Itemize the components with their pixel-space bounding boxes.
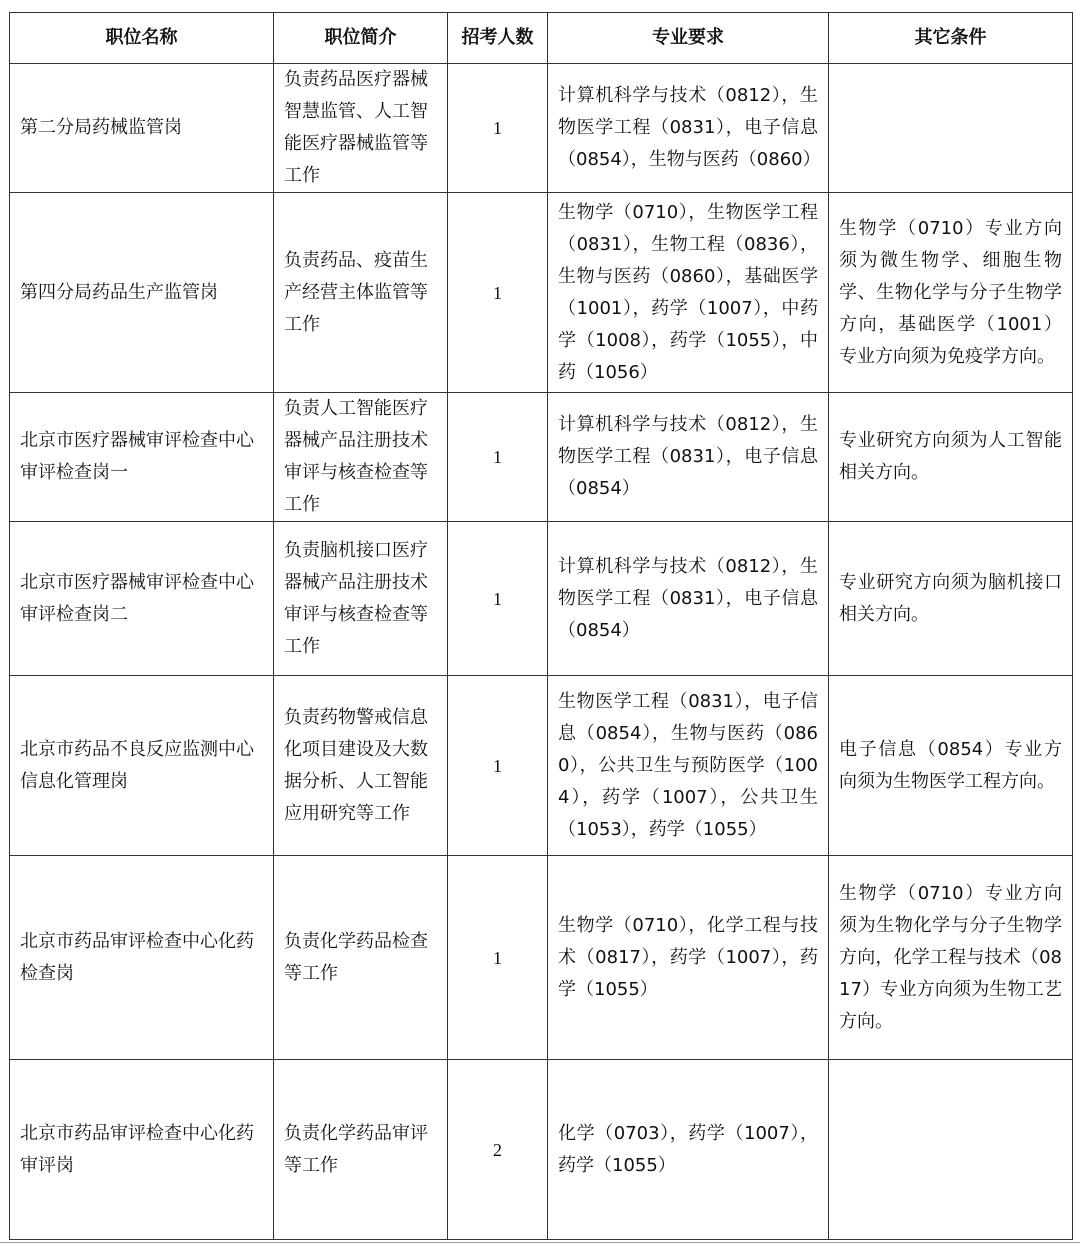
header-major-requirement: 专业要求	[548, 13, 829, 64]
table-row	[10, 856, 1073, 1060]
headcount: 1	[448, 856, 548, 1060]
table-row	[10, 64, 1073, 193]
position-name: 第四分局药品生产监管岗	[10, 193, 274, 393]
major-requirement: 计算机科学与技术（0812），生物医学工程（0831），电子信息（0854）	[548, 393, 829, 522]
table-row	[10, 193, 1073, 393]
position-name: 北京市药品审评检查中心化药检查岗	[10, 856, 274, 1060]
header-row	[10, 13, 1073, 64]
table-row	[10, 522, 1073, 676]
table-row	[10, 393, 1073, 522]
headcount: 1	[448, 676, 548, 856]
position-name: 第二分局药械监管岗	[10, 64, 274, 193]
headcount: 2	[448, 1060, 548, 1240]
position-desc: 负责脑机接口医疗器械产品注册技术审评与核查检查等工作	[274, 522, 448, 676]
other-conditions: 专业研究方向须为脑机接口相关方向。	[829, 522, 1073, 676]
table-row	[10, 676, 1073, 856]
position-desc: 负责药物警戒信息化项目建设及大数据分析、人工智能应用研究等工作	[274, 676, 448, 856]
headcount: 1	[448, 393, 548, 522]
position-desc: 负责药品医疗器械智慧监管、人工智能医疗器械监管等工作	[274, 64, 448, 193]
other-conditions: 生物学（0710）专业方向须为生物化学与分子生物学方向，化学工程与技术（0817）专业方向须为生物工艺方向。	[829, 856, 1073, 1060]
header-position-name: 职位名称	[10, 13, 274, 64]
other-conditions: 专业研究方向须为人工智能相关方向。	[829, 393, 1073, 522]
headcount: 1	[448, 64, 548, 193]
header-other-conditions: 其它条件	[829, 13, 1073, 64]
major-requirement: 计算机科学与技术（0812），生物医学工程（0831），电子信息（0854）	[548, 522, 829, 676]
other-conditions	[829, 64, 1073, 193]
major-requirement: 生物学（0710），化学工程与技术（0817），药学（1007），药学（1055）	[548, 856, 829, 1060]
major-requirement: 生物学（0710），生物医学工程（0831），生物工程（0836），生物与医药（0860），基础医学（1001），药学（1007），中药学（1008），药学（1055），中药（1056）	[548, 193, 829, 393]
position-name: 北京市医疗器械审评检查中心审评检查岗二	[10, 522, 274, 676]
table-row	[10, 1060, 1073, 1240]
bottom-divider	[0, 1242, 1080, 1243]
header-headcount: 招考人数	[448, 13, 548, 64]
header-position-desc: 职位简介	[274, 13, 448, 64]
other-conditions: 电子信息（0854）专业方向须为生物医学工程方向。	[829, 676, 1073, 856]
recruitment-table-container	[9, 12, 1073, 1240]
headcount: 1	[448, 522, 548, 676]
position-desc: 负责化学药品审评等工作	[274, 1060, 448, 1240]
recruitment-table	[9, 12, 1073, 1240]
position-name: 北京市药品不良反应监测中心信息化管理岗	[10, 676, 274, 856]
major-requirement: 生物医学工程（0831），电子信息（0854），生物与医药（0860），公共卫生与预防医学（1004），药学（1007），公共卫生（1053），药学（1055）	[548, 676, 829, 856]
other-conditions	[829, 1060, 1073, 1240]
headcount: 1	[448, 193, 548, 393]
major-requirement: 计算机科学与技术（0812），生物医学工程（0831），电子信息（0854），生物与医药（0860）	[548, 64, 829, 193]
position-desc: 负责人工智能医疗器械产品注册技术审评与核查检查等工作	[274, 393, 448, 522]
position-desc: 负责化学药品检查等工作	[274, 856, 448, 1060]
position-name: 北京市医疗器械审评检查中心审评检查岗一	[10, 393, 274, 522]
position-name: 北京市药品审评检查中心化药审评岗	[10, 1060, 274, 1240]
major-requirement: 化学（0703），药学（1007），药学（1055）	[548, 1060, 829, 1240]
position-desc: 负责药品、疫苗生产经营主体监管等工作	[274, 193, 448, 393]
other-conditions: 生物学（0710）专业方向须为微生物学、细胞生物学、生物化学与分子生物学方向，基础医学（1001）专业方向须为免疫学方向。	[829, 193, 1073, 393]
